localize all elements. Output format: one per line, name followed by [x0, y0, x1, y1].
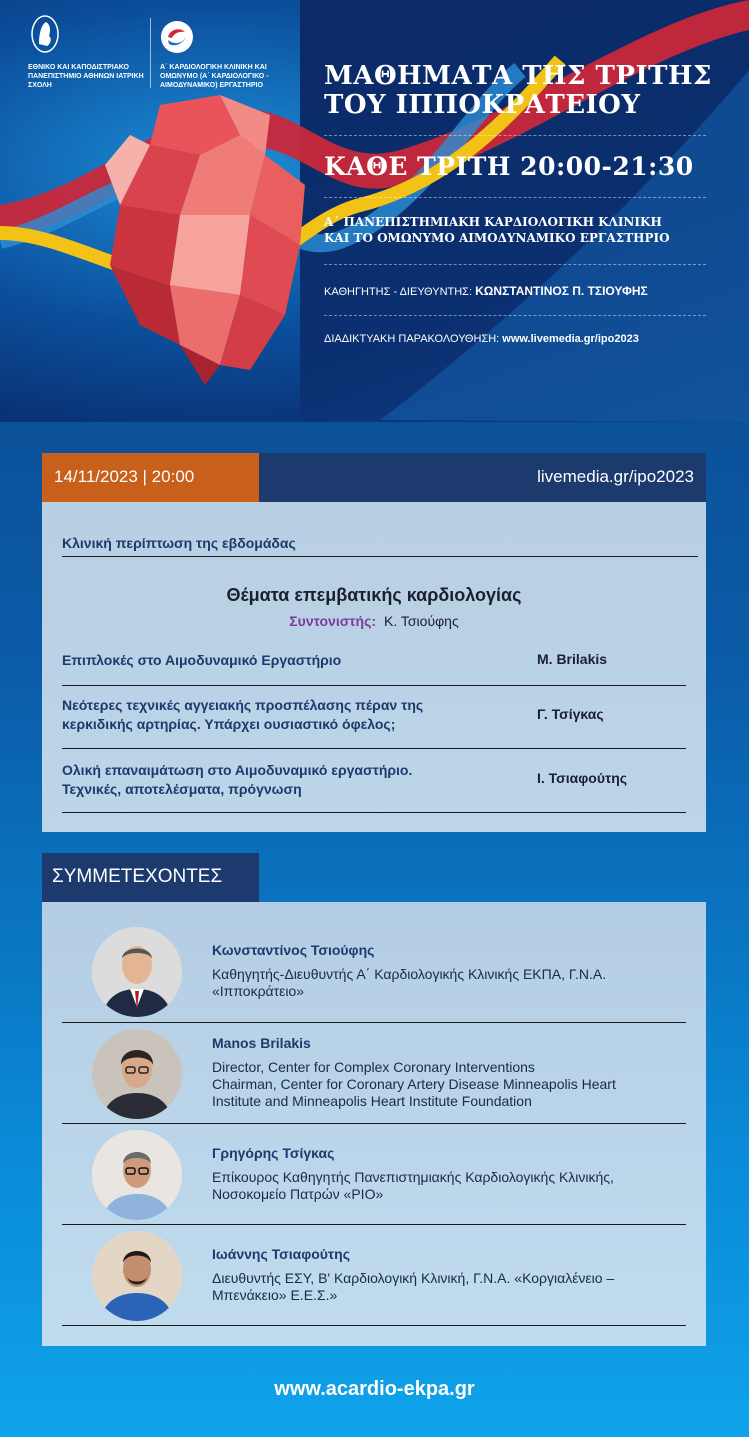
participant-description-line: «Ιπποκράτειο»: [212, 983, 305, 999]
person-photo-icon: [92, 927, 182, 1017]
participant-name: Ιωάννης Τσιαφούτης: [212, 1246, 350, 1262]
participant-description-line: Νοσοκομείο Πατρών «ΡΙΟ»: [212, 1186, 384, 1202]
live-stream-label: ΔΙΑΔΙΚΤΥΑΚΗ ΠΑΡΑΚΟΛΟΥΘΗΣΗ:: [324, 333, 500, 345]
talk-speaker: M. Brilakis: [537, 651, 608, 667]
logo-divider: [150, 18, 151, 88]
participant-description-line: Διευθυντής ΕΣΥ, Β' Καρδιολογική Κλινική, Γ.Ν.Α. «Κοργιαλένειο –: [212, 1270, 615, 1286]
live-stream-link[interactable]: www.livemedia.gr/ipo2023: [502, 333, 639, 345]
participant-description-line: Chairman, Center for Coronary Artery Disease Minneapolis Heart: [212, 1076, 616, 1092]
professor-label: ΚΑΘΗΓΗΤΗΣ - ΔΙΕΥΘΥΝΤΗΣ:: [324, 286, 473, 298]
talk-title-line: Τεχνικές, αποτελέσματα, πρόγνωση: [62, 781, 302, 797]
participant-description-line: Institute and Minneapolis Heart Institute Foundation: [212, 1093, 532, 1109]
moderator: [42, 613, 706, 629]
clinic-heading-line-1: Α΄ ΠΑΝΕΠΙΣΤΗΜΙΑΚΗ ΚΑΡΔΙΟΛΟΓΙΚΗ ΚΛΙΝΙΚΗ: [324, 215, 662, 229]
talk-title: [62, 761, 482, 799]
talk-title: [62, 696, 482, 734]
divider: [62, 1022, 686, 1023]
avatar: [92, 927, 182, 1017]
university-name: ΕΘΝΙΚΟ ΚΑΙ ΚΑΠΟΔΙΣΤΡΙΑΚΟ ΠΑΝΕΠΙΣΤΗΜΙΟ ΑΘΗΝΩΝ ΙΑΤΡΙΚΗ ΣΧΟΛΗ: [28, 64, 144, 89]
clinic-logo: [160, 20, 300, 90]
professor-name: ΚΩΝΣΤΑΝΤΙΝΟΣ Π. ΤΣΙΟΥΦΗΣ: [475, 284, 648, 298]
talk-title-line: Νεότερες τεχνικές αγγειακής προσπέλασης πέραν της: [62, 697, 424, 713]
divider: [62, 685, 686, 686]
session-title: Θέματα επεμβατικής καρδιολογίας: [226, 585, 522, 605]
series-title-line-2: ΤΟΥ ΙΠΠΟΚΡΑΤΕΙΟΥ: [324, 90, 641, 120]
talk-title: Επιπλοκές στο Αιμοδυναμικό Εργαστήριο: [62, 652, 342, 668]
avatar: [92, 1029, 182, 1119]
divider: [62, 748, 686, 749]
divider: [324, 135, 706, 136]
participant-description-line: Καθηγητής-Διευθυντής Α΄ Καρδιολογικής Κλινικής ΕΚΠΑ, Γ.Ν.Α.: [212, 966, 607, 982]
talk-speaker: Γ. Τσίγκας: [537, 706, 604, 722]
participant-description-line: Director, Center for Complex Coronary Interventions: [212, 1059, 535, 1075]
participants-panel: [42, 902, 706, 1346]
divider: [324, 315, 706, 316]
clinic-heading-line-2: ΚΑΙ ΤΟ ΟΜΩΝΥΜΟ ΑΙΜΟΔΥΝΑΜΙΚΟ ΕΡΓΑΣΤΗΡΙΟ: [324, 231, 670, 245]
clinic-heading: [324, 214, 724, 246]
person-photo-icon: [92, 1231, 182, 1321]
talk-speaker: Ι. Τσιαφούτης: [537, 770, 628, 786]
clinic-emblem-icon: [160, 20, 194, 54]
clinic-name: Α΄ ΚΑΡΔΙΟΛΟΓΙΚΗ ΚΛΙΝΙΚΗ ΚΑΙ ΟΜΩΝΥΜΟ (Α΄ ΚΑΡΔΙΟΛΟΓΙΚΟ - ΑΙΜΟΔΥΝΑΜΙΚΟ) ΕΡΓΑΣΤΗΡΙΟ: [160, 64, 269, 89]
session-date: 14/11/2023 | 20:00: [42, 453, 259, 502]
divider: [62, 1325, 686, 1326]
participant-description: [212, 966, 692, 1000]
series-title: [324, 62, 724, 120]
person-photo-icon: [92, 1130, 182, 1220]
heart-illustration: [100, 95, 310, 385]
university-logo: [28, 14, 148, 90]
moderator-label: Συντονιστής:: [289, 613, 377, 629]
footer-website-link[interactable]: www.acardio-ekpa.gr: [274, 1378, 475, 1400]
schedule: ΚΑΘΕ ΤΡΙΤΗ 20:00-21:30: [324, 152, 694, 181]
participant-name: Κωνσταντίνος Τσιούφης: [212, 942, 375, 958]
avatar: [92, 1130, 182, 1220]
participant-description: [212, 1169, 692, 1203]
university-seal-icon: [30, 14, 60, 54]
divider: [62, 1224, 686, 1225]
avatar: [92, 1231, 182, 1321]
participant-name: Manos Brilakis: [212, 1035, 311, 1051]
divider: [62, 556, 698, 557]
program-panel: [42, 502, 706, 832]
professor-line: [324, 284, 648, 298]
divider: [62, 1123, 686, 1124]
participant-description-line: Επίκουρος Καθηγητής Πανεπιστημιακής Καρδιολογικής Κλινικής,: [212, 1169, 614, 1185]
series-title-line-1: ΜΑΘΗΜΑΤΑ ΤΗΣ ΤΡΙΤΗΣ: [324, 61, 712, 91]
participant-name: Γρηγόρης Τσίγκας: [212, 1145, 335, 1161]
session-bar: [42, 453, 706, 502]
session-url[interactable]: livemedia.gr/ipo2023: [537, 467, 694, 486]
week-case-label: Κλινική περίπτωση της εβδομάδας: [62, 535, 296, 551]
talk-title-line: κερκιδικής αρτηρίας. Υπάρχει ουσιαστικό όφελος;: [62, 716, 396, 732]
participants-heading: ΣΥΜΜΕΤΕΧΟΝΤΕΣ: [42, 853, 259, 902]
moderator-name: Κ. Τσιούφης: [384, 613, 459, 629]
divider: [324, 264, 706, 265]
header-banner: [0, 0, 749, 422]
participant-description: [212, 1059, 692, 1110]
divider: [62, 812, 686, 813]
participant-description-line: Μπενάκειο» Ε.Ε.Σ.»: [212, 1287, 338, 1303]
participant-description: [212, 1270, 692, 1304]
person-photo-icon: [92, 1029, 182, 1119]
divider: [324, 197, 706, 198]
talk-title-line: Ολική επαναιμάτωση στο Αιμοδυναμικό εργαστήριο.: [62, 762, 413, 778]
live-stream-line: [324, 333, 639, 345]
